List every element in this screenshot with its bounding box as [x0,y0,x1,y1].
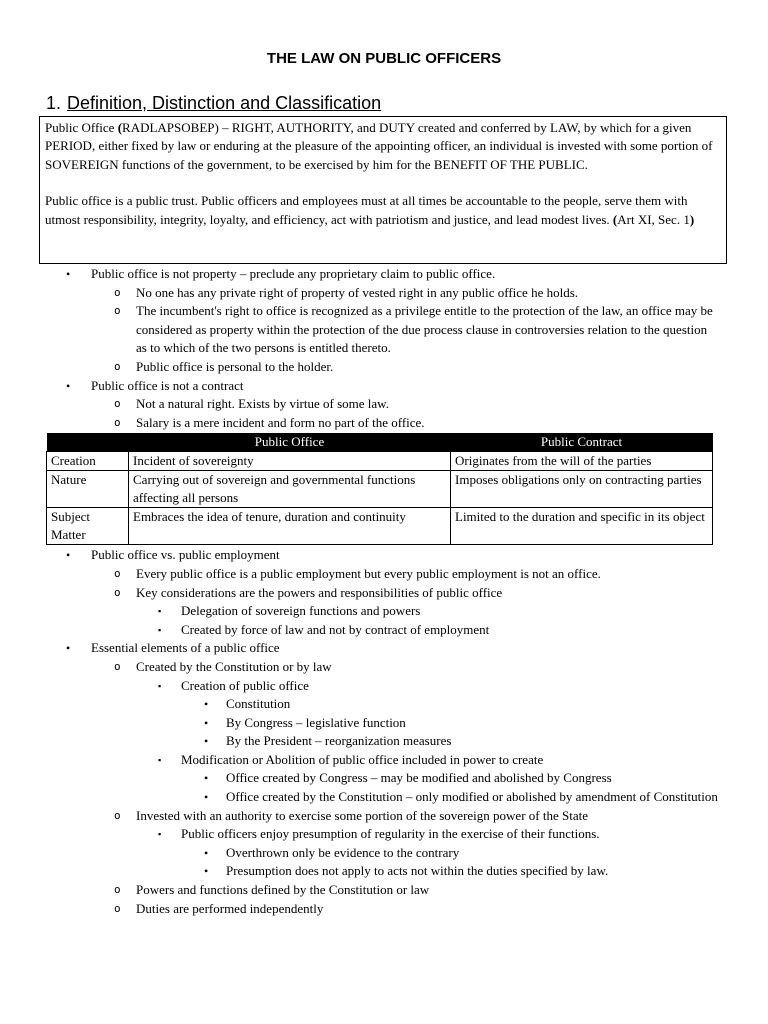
list-item-text: Not a natural right. Exists by virtue of some law. [136,396,389,412]
list-item-text: Creation of public office [181,677,309,693]
definition-paren: ( [117,120,123,135]
table-cell: Incident of sovereignty [129,452,451,471]
list-item [0,377,768,396]
list-item [0,284,768,303]
bullet-marker: o [114,659,121,673]
list-item [0,265,768,284]
bullet-marker: o [114,285,121,299]
table-row [47,452,713,471]
list-item [0,751,768,770]
list-item [0,414,768,433]
bullet-marker: • [66,378,71,393]
table-cell: Nature [47,471,129,508]
section-heading [46,93,381,114]
bullet-marker: • [66,641,71,656]
list-item-text: The incumbent's right to office is recognized as a privilege entitle to the protection of the law, an office may be considered as property within the protection of the due process clause in controversies relation to the question as to which of the two persons is entitled thereto. [136,303,713,356]
section-heading-text: Definition, Distinction and Classification [67,93,382,113]
list-item [0,658,768,677]
table-cell: Subject Matter [47,508,129,545]
bullet-marker: ▪ [158,606,162,617]
list-item [0,565,768,584]
citation-open: ( [612,211,618,227]
list-item-text: Every public office is a public employment but every public employment is not an office. [136,565,601,581]
bullet-marker: • [204,771,209,786]
bullet-marker: o [114,415,121,429]
list-item-text: Public office vs. public employment [91,547,280,563]
list-item-text: Created by the Constitution or by law [136,658,332,674]
list-item [0,602,768,621]
bullet-marker: • [66,548,71,563]
list-item [0,695,768,714]
public-trust-paragraph [45,192,721,229]
bullet-marker: o [114,397,121,411]
list-item-text: By Congress – legislative function [226,714,406,730]
bullet-marker: • [204,734,209,749]
bullet-marker: • [66,267,71,281]
list-item [0,302,768,358]
bullet-marker: o [114,883,121,897]
list-item-text: Public office is not property – preclude any proprietary claim to public office. [91,266,496,281]
list-item-text: Overthrown only be evidence to the contrary [226,844,460,860]
table-cell: Limited to the duration and specific in its object [451,508,713,545]
definition-text: RADLAPSOBEP) – RIGHT, AUTHORITY, and DUTY created and conferred by LAW, by which for a given PERIOD, either fixed by law or enduring at the pleasure of the appointing officer, an individual is invested with some portion of SOVEREIGN functions of the government, to be exercised by him for the BENEFIT OF THE PUBLIC. [45,120,713,172]
citation-close: ) [689,211,695,227]
table-cell: Embraces the idea of tenure, duration and continuity [129,508,451,545]
citation-text: Art XI, Sec. 1 [617,211,690,227]
table-header-cell: Public Office [129,433,451,452]
table-row [47,508,713,545]
section-number: 1. [46,93,62,113]
list-item-text: Office created by the Constitution – only modified or abolished by amendment of Constitution [226,789,718,805]
list-item [0,621,768,640]
list-item-text: Constitution [226,696,291,712]
comparison-table [46,433,713,545]
list-item-text: No one has any private right of property of vested right in any public office he holds. [136,284,579,300]
bullet-marker: ▪ [158,754,162,765]
bullet-marker: ▪ [158,680,162,691]
public-trust-text: Public office is a public trust. Public officers and employees must at all times be accountable to the people, serve them with utmost responsibility, integrity, loyalty, and efficiency, act with patriotism and justice, and lead modest lives. [45,193,688,227]
list-item-text: Office created by Congress – may be modified and abolished by Congress [226,770,612,786]
bullet-marker: ▪ [158,829,162,840]
bullet-marker: o [114,901,121,915]
table-header-cell [47,433,129,452]
list-item [0,546,768,565]
bullet-marker: o [114,304,121,318]
table-row [47,471,713,508]
list-item [0,358,768,377]
table-cell: Imposes obligations only on contracting parties [451,471,713,508]
list-item-text: Modification or Abolition of public office included in power to create [181,751,544,767]
bullet-marker: o [114,808,121,822]
list-item-text: Powers and functions defined by the Constitution or law [136,882,430,898]
page-title: THE LAW ON PUBLIC OFFICERS [266,50,502,67]
list-item [0,807,768,826]
list-item [0,732,768,751]
outline-list-part-b [0,546,768,918]
bullet-marker: • [204,715,209,730]
list-item [0,769,768,788]
list-item-text: Duties are performed independently [136,900,324,916]
table-cell: Creation [47,452,129,471]
definition-box [39,116,727,264]
list-item [0,881,768,900]
list-item-text: Essential elements of a public office [91,640,280,656]
list-item [0,584,768,603]
bullet-marker: o [114,359,121,373]
list-item [0,825,768,844]
table-header-cell: Public Contract [451,433,713,452]
list-item-text: Presumption does not apply to acts not within the duties specified by law. [226,863,609,879]
list-item [0,639,768,658]
list-item [0,395,768,414]
bullet-marker: o [114,566,121,580]
list-item [0,844,768,863]
list-item [0,788,768,807]
bullet-marker: • [204,864,209,879]
list-item-text: Invested with an authority to exercise some portion of the sovereign power of the State [136,807,588,823]
table-header-row [47,433,713,452]
list-item-text: Public officers enjoy presumption of regularity in the exercise of their functions. [181,826,600,842]
list-item-text: By the President – reorganization measures [226,733,452,749]
list-item-text: Delegation of sovereign functions and powers [181,603,421,619]
definition-term: Public Office [45,120,118,135]
list-item [0,714,768,733]
list-item-text: Public office is not a contract [91,377,244,393]
outline-list-part-a [0,265,768,432]
bullet-marker: • [204,790,209,805]
list-item [0,900,768,919]
list-item-text: Created by force of law and not by contract of employment [181,621,490,637]
outline-list [0,265,768,918]
table-cell: Originates from the will of the parties [451,452,713,471]
bullet-marker: o [114,585,121,599]
list-item-text: Key considerations are the powers and responsibilities of public office [136,584,503,600]
list-item [0,677,768,696]
list-item-text: Salary is a mere incident and form no part of the office. [136,414,425,430]
list-item [0,862,768,881]
definition-paragraph [45,119,721,174]
bullet-marker: • [204,845,209,860]
table-cell: Carrying out of sovereign and governmental functions affecting all persons [129,471,451,508]
bullet-marker: ▪ [158,624,162,635]
list-item-text: Public office is personal to the holder. [136,358,334,374]
bullet-marker: • [204,697,209,712]
